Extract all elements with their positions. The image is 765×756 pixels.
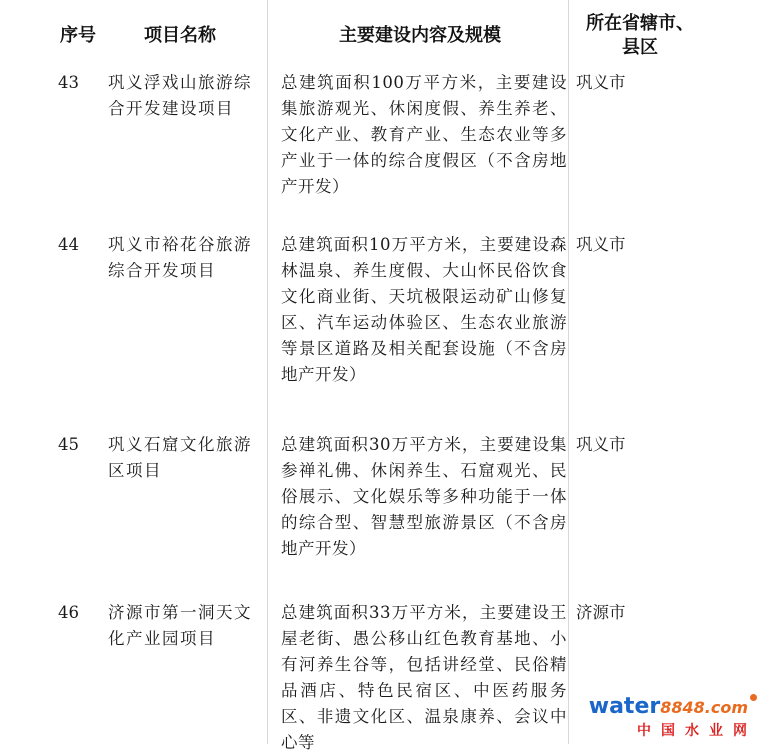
watermark-brand: water <box>588 694 661 719</box>
project-name: 济源市第一洞天文化产业园项目 <box>108 603 252 648</box>
column-divider <box>568 0 569 744</box>
project-location: 巩义市 <box>576 73 626 92</box>
header-name: 项目名称 <box>144 25 216 46</box>
row-number: 44 <box>58 235 79 254</box>
row-number: 45 <box>58 435 79 454</box>
project-content: 总建筑面积33万平方米，主要建设王屋老街、愚公移山红色教育基地、小有河养生谷等，包括讲经堂、民俗精品酒店、特色民宿区、中医药服务区、非遗文化区、温泉康养、会议中心等 <box>281 603 567 752</box>
project-location: 济源市 <box>576 603 626 622</box>
row-number: 46 <box>58 603 79 622</box>
project-content: 总建筑面积30万平方米，主要建设集参禅礼佛、休闲养生、石窟观光、民俗展示、文化娱乐等多种功能于一体的综合型、智慧型旅游景区（不含房地产开发） <box>281 435 567 558</box>
row-number: 43 <box>58 73 79 92</box>
project-content: 总建筑面积10万平方米，主要建设森林温泉、养生度假、大山怀民俗饮食文化商业街、天坑极限运动矿山修复区、汽车运动体验区、生态农业旅游等景区道路及相关配套设施（不含房地产开发） <box>281 235 567 384</box>
project-name: 巩义市裕花谷旅游综合开发项目 <box>108 235 252 280</box>
watermark-logo <box>588 694 757 740</box>
project-location: 巩义市 <box>576 235 626 254</box>
project-content: 总建筑面积100万平方米，主要建设集旅游观光、休闲度假、养生养老、文化产业、教育产业、生态农业等多产业于一体的综合度假区（不含房地产开发） <box>281 73 567 196</box>
watermark-number: 8848 <box>660 698 705 717</box>
project-name: 巩义石窟文化旅游区项目 <box>108 435 252 480</box>
column-divider <box>267 0 268 744</box>
project-location: 巩义市 <box>576 435 626 454</box>
project-name: 巩义浮戏山旅游综合开发建设项目 <box>108 73 252 118</box>
water-drop-icon <box>750 694 757 701</box>
header-content: 主要建设内容及规模 <box>339 25 501 46</box>
header-location-line2: 县区 <box>622 37 658 58</box>
header-location-line1: 所在省辖市、 <box>586 13 694 34</box>
watermark-subtitle: 中国水业网 <box>637 723 757 739</box>
header-num: 序号 <box>60 25 96 46</box>
watermark-suffix: .com <box>704 698 748 717</box>
